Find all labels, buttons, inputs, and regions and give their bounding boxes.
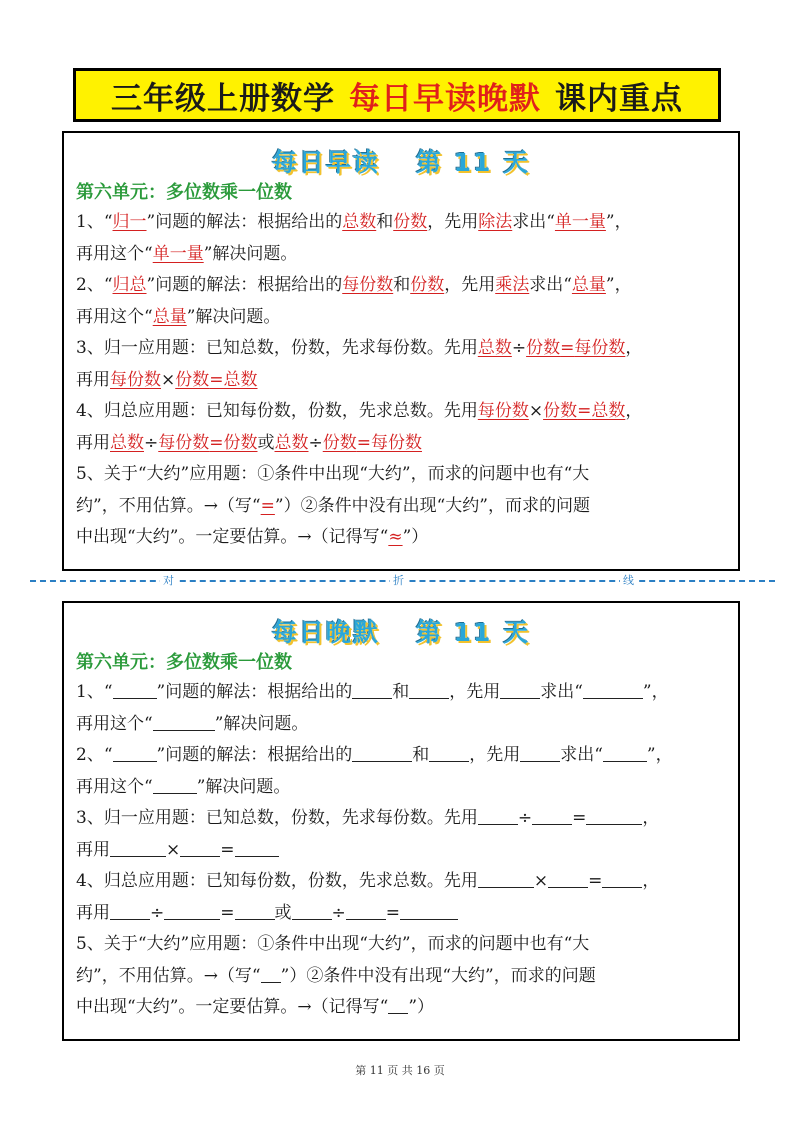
morning-panel-title <box>64 143 738 177</box>
answer: 总数 <box>110 432 144 453</box>
blank[interactable] <box>180 838 220 857</box>
answer: = <box>209 369 224 390</box>
blank[interactable] <box>478 869 534 888</box>
morning-unit-heading: 第六单元：多位数乘一位数 <box>76 182 292 203</box>
answer: = <box>577 401 592 421</box>
answer: 每份数 <box>477 401 529 421</box>
fold-label-3: 线 <box>620 572 637 588</box>
text: 1、“ <box>76 212 113 232</box>
blank[interactable] <box>583 680 643 699</box>
blank[interactable] <box>153 712 215 731</box>
morning-line-5 <box>76 333 730 365</box>
text: ”）②条件中没有出现“大约”，而求的问题 <box>274 495 590 516</box>
evening-line-10 <box>76 961 730 993</box>
answer: 总数 <box>223 369 258 390</box>
text: ”， <box>605 275 632 295</box>
text: 求出“ <box>529 275 572 295</box>
answer: 每份数 <box>110 369 161 390</box>
evening-panel-title <box>64 613 738 647</box>
text: ”问题的解法：根据给出的 <box>146 212 343 232</box>
blank[interactable] <box>429 743 469 762</box>
text: 和 <box>412 745 430 765</box>
blank[interactable] <box>164 901 220 920</box>
evening-unit-heading: 第六单元：多位数乘一位数 <box>76 652 292 673</box>
text: ”）②条件中没有出现“大约”，而求的问题 <box>280 965 596 986</box>
answer: ≈ <box>388 527 403 547</box>
blank[interactable] <box>478 806 518 825</box>
morning-line-7 <box>76 396 730 428</box>
answer: 总量 <box>571 275 606 295</box>
answer: 乘法 <box>495 275 530 295</box>
text: ”） <box>408 997 435 1017</box>
evening-title-label: 每日晚默 <box>271 618 380 647</box>
text: = <box>572 808 587 828</box>
blank[interactable] <box>113 680 157 699</box>
answer: 总数 <box>477 338 512 358</box>
evening-line-1 <box>76 677 730 709</box>
text: ”解决问题。 <box>203 243 298 264</box>
blank[interactable] <box>520 743 560 762</box>
text: 约”，不用估算。→（写“ <box>76 495 261 516</box>
text: ， <box>625 338 643 358</box>
text: ÷ <box>150 902 165 923</box>
text: ”解决问题。 <box>214 713 309 734</box>
answer: 份数 <box>543 401 578 421</box>
text: ， <box>642 871 660 891</box>
text: = <box>588 871 603 891</box>
evening-line-3 <box>76 740 730 772</box>
answer: 总数 <box>342 212 377 232</box>
answer: 单一量 <box>554 212 606 232</box>
text: 再用这个“ <box>76 776 153 797</box>
blank[interactable] <box>153 775 197 794</box>
text: ，先用 <box>427 212 479 232</box>
blank[interactable] <box>235 838 279 857</box>
fold-label-1: 对 <box>160 572 177 588</box>
blank[interactable] <box>235 901 275 920</box>
answer: = <box>209 432 224 453</box>
text: 2、“ <box>76 745 113 765</box>
answer: 份数 <box>526 338 561 358</box>
evening-line-2 <box>76 709 730 741</box>
morning-line-1 <box>76 207 730 239</box>
text: ”问题的解法：根据给出的 <box>156 745 353 765</box>
text: = <box>220 902 235 923</box>
answer: 总数 <box>274 432 309 453</box>
blank[interactable] <box>110 901 150 920</box>
text: 再用 <box>76 839 110 860</box>
blank[interactable] <box>409 680 449 699</box>
morning-line-11 <box>76 522 730 554</box>
page-footer: 第 11 页 共 16 页 <box>355 1064 445 1077</box>
banner-right: 课内重点 <box>555 80 683 117</box>
answer: 总量 <box>152 306 187 327</box>
blank[interactable] <box>352 743 412 762</box>
text: 中出现“大约”。一定要估算。→（记得写“ <box>76 527 389 547</box>
evening-line-7 <box>76 866 730 898</box>
blank[interactable] <box>352 680 392 699</box>
blank[interactable] <box>586 806 642 825</box>
blank[interactable] <box>603 743 647 762</box>
blank[interactable] <box>548 869 588 888</box>
blank[interactable] <box>292 901 332 920</box>
text: ÷ <box>511 338 527 358</box>
morning-day-label: 第 11 天 <box>415 148 531 177</box>
text: 3、归一应用题：已知总数，份数，先求每份数。先用 <box>76 338 478 358</box>
answer: 每份数 <box>158 432 210 453</box>
morning-line-3 <box>76 270 730 302</box>
banner-middle: 每日早读晚默 <box>349 80 541 117</box>
answer: 份数 <box>223 432 258 453</box>
text: 求出“ <box>512 212 555 232</box>
morning-line-9: 5、关于“大约”应用题：①条件中出现“大约”，而求的问题中也有“大 <box>76 464 590 484</box>
text: ÷ <box>144 432 159 453</box>
text: ”， <box>605 212 632 232</box>
text: ”问题的解法：根据给出的 <box>146 275 343 295</box>
evening-line-11 <box>76 992 730 1024</box>
blank[interactable] <box>500 680 540 699</box>
text: 求出“ <box>540 682 583 702</box>
morning-line-2 <box>76 239 730 271</box>
answer: = <box>260 495 275 516</box>
text: ÷ <box>308 432 323 453</box>
answer: 单一量 <box>152 243 204 264</box>
text: ”问题的解法：根据给出的 <box>156 682 353 702</box>
morning-line-6 <box>76 365 730 397</box>
text: ，先用 <box>469 745 521 765</box>
text: 和 <box>392 682 410 702</box>
text: ÷ <box>517 808 533 828</box>
evening-panel <box>62 601 740 1041</box>
fold-line <box>30 574 775 596</box>
answer: 归总 <box>112 275 147 295</box>
text: 3、归一应用题：已知总数，份数，先求每份数。先用 <box>76 808 478 828</box>
answer: 每份数 <box>371 432 422 453</box>
text: 再用 <box>76 369 110 390</box>
answer: 份数 <box>393 212 428 232</box>
text: 和 <box>393 275 411 295</box>
text: = <box>220 839 235 860</box>
evening-line-6 <box>76 835 730 867</box>
text: × <box>161 369 176 390</box>
answer: 每份数 <box>574 338 626 358</box>
text: 或 <box>274 902 292 923</box>
text: × <box>166 839 181 860</box>
text: ”解决问题。 <box>196 776 291 797</box>
text: ， <box>625 401 643 421</box>
blank[interactable] <box>400 901 458 920</box>
answer: 除法 <box>478 212 513 232</box>
answer: = <box>356 432 371 453</box>
morning-title-label: 每日早读 <box>271 148 380 177</box>
text: ÷ <box>331 902 346 923</box>
text: 再用这个“ <box>76 306 153 327</box>
text: ”， <box>646 745 673 765</box>
blank[interactable] <box>261 964 281 983</box>
text: × <box>533 871 549 891</box>
blank[interactable] <box>110 838 166 857</box>
text: 求出“ <box>560 745 603 765</box>
blank[interactable] <box>346 901 386 920</box>
blank[interactable] <box>532 806 572 825</box>
answer: 每份数 <box>342 275 394 295</box>
evening-line-9: 5、关于“大约”应用题：①条件中出现“大约”，而求的问题中也有“大 <box>76 934 590 954</box>
title-banner <box>73 68 721 122</box>
text: ”解决问题。 <box>186 306 281 327</box>
evening-line-8 <box>76 898 730 930</box>
text: 或 <box>257 432 275 453</box>
blank[interactable] <box>602 869 642 888</box>
text: 4、归总应用题：已知每份数，份数，先求总数。先用 <box>76 871 478 891</box>
banner-left: 三年级上册数学 <box>111 80 335 117</box>
morning-panel <box>62 131 740 571</box>
fold-label-2: 折 <box>390 572 407 588</box>
answer: 份数 <box>410 275 445 295</box>
text: ， <box>642 808 660 828</box>
answer: 份数 <box>322 432 357 453</box>
text: = <box>385 902 400 923</box>
answer: 总数 <box>591 401 626 421</box>
text: 再用 <box>76 902 110 923</box>
text: × <box>528 401 544 421</box>
blank[interactable] <box>113 743 157 762</box>
text: 中出现“大约”。一定要估算。→（记得写“ <box>76 997 389 1017</box>
answer: = <box>560 338 575 358</box>
text: ”） <box>402 527 429 547</box>
text: 1、“ <box>76 682 113 702</box>
morning-line-10 <box>76 491 730 523</box>
text: 2、“ <box>76 275 113 295</box>
evening-day-label: 第 11 天 <box>415 618 531 647</box>
text: ，先用 <box>444 275 496 295</box>
evening-line-4 <box>76 772 730 804</box>
text: 约”，不用估算。→（写“ <box>76 965 261 986</box>
text: ，先用 <box>449 682 501 702</box>
text: 再用这个“ <box>76 713 153 734</box>
answer: 归一 <box>112 212 147 232</box>
text: 4、归总应用题：已知每份数，份数，先求总数。先用 <box>76 401 478 421</box>
evening-line-5 <box>76 803 730 835</box>
morning-line-8 <box>76 428 730 460</box>
text: 再用这个“ <box>76 243 153 264</box>
blank[interactable] <box>388 995 408 1014</box>
text: ”， <box>642 682 669 702</box>
answer: 份数 <box>175 369 210 390</box>
text: 和 <box>376 212 394 232</box>
morning-line-4 <box>76 302 730 334</box>
text: 再用 <box>76 432 110 453</box>
